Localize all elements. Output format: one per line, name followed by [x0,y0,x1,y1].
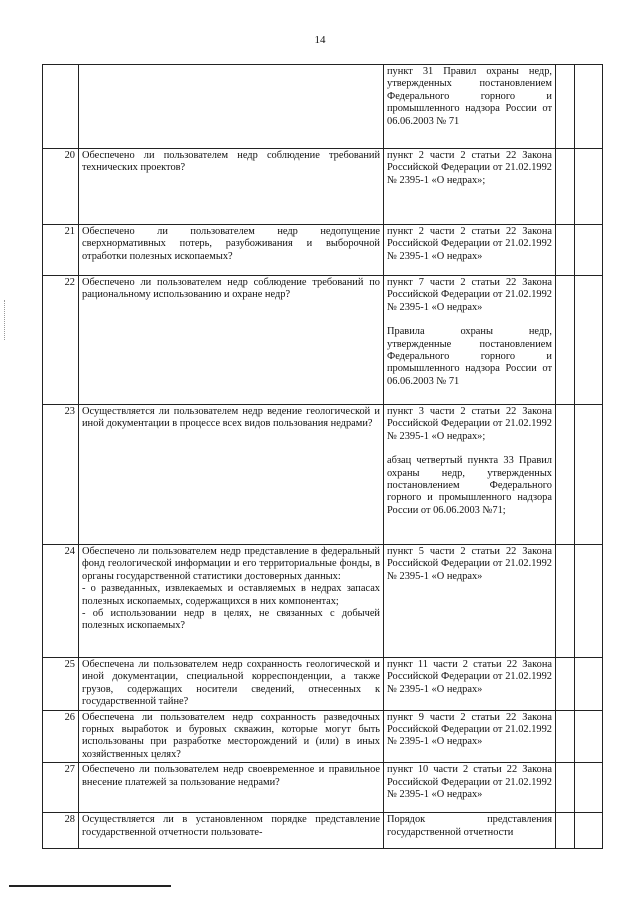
answer-cell-yes [556,813,575,849]
question-cell: Обеспечено ли пользователем недр представление в федеральный фонд геологической информации и его территориальные фонды, в органы государственной статистики достоверных данных: - о разведанных, извлекаемых и оставляемых в недрах запасах полезных ископаемых, содержащихся в них компонентах; - об использовании недр в целях, не связанных с добычей полезных ископаемых? [79,545,384,658]
legal-reference-cell [384,658,556,711]
answer-cell-no [575,225,603,276]
legal-reference-cell [384,225,556,276]
question-cell: Осуществляется ли пользователем недр ведение геологической и иной документации в процессе всех видов пользования недрами? [79,405,384,545]
answer-cell-no [575,65,603,149]
legal-reference: абзац четвертый пункта 33 Правил охраны недр, утвержденных постановлением Федерального горного и промышленного надзора России от 06.06.2003 №71; [387,455,552,516]
question-cell: Обеспечено ли пользователем недр соблюдение требований по рациональному использованию и охране недр? [79,276,384,405]
answer-cell-yes [556,710,575,763]
legal-reference-cell [384,710,556,763]
answer-cell-no [575,149,603,225]
scan-margin-mark [4,300,5,340]
answer-cell-no [575,710,603,763]
table-row [43,658,603,711]
legal-reference: пункт 5 части 2 статьи 22 Закона Российской Федерации от 21.02.1992 № 2395-1 «О недрах» [387,546,552,582]
legal-reference: пункт 3 части 2 статьи 22 Закона Российской Федерации от 21.02.1992 № 2395-1 «О недрах»; [387,406,552,442]
row-number [43,65,79,149]
answer-cell-yes [556,149,575,225]
table-row [43,225,603,276]
question-cell: Обеспечено ли пользователем недр недопущение сверхнормативных потерь, разубоживания и выборочной отработки полезных ископаемых? [79,225,384,276]
legal-reference: пункт 2 части 2 статьи 22 Закона Российской Федерации от 21.02.1992 № 2395-1 «О недрах» [387,226,552,262]
answer-cell-no [575,658,603,711]
answer-cell-no [575,813,603,849]
legal-reference: Правила охраны недр, утвержденные постановлением Федерального горного и промышленного надзора России от 06.06.2003 № 71 [387,326,552,387]
legal-reference-cell [384,813,556,849]
answer-cell-yes [556,276,575,405]
table-row [43,710,603,763]
row-number: 27 [43,763,79,813]
row-number: 21 [43,225,79,276]
row-number: 25 [43,658,79,711]
answer-cell-yes [556,225,575,276]
row-number: 28 [43,813,79,849]
table-row [43,813,603,849]
table-row [43,763,603,813]
table-row [43,545,603,658]
question-cell: Обеспечено ли пользователем недр своевременное и правильное внесение платежей за пользование недрами? [79,763,384,813]
row-number: 23 [43,405,79,545]
answer-cell-yes [556,545,575,658]
table-row [43,405,603,545]
answer-cell-no [575,545,603,658]
legal-reference: пункт 10 части 2 статьи 22 Закона Российской Федерации от 21.02.1992 № 2395-1 «О недрах» [387,764,552,801]
table-body [43,65,603,849]
table-row [43,149,603,225]
table-row [43,276,603,405]
page-number: 14 [314,34,326,46]
answer-cell-yes [556,658,575,711]
row-number: 22 [43,276,79,405]
legal-reference-cell [384,405,556,545]
row-number: 20 [43,149,79,225]
legal-reference: пункт 31 Правил охраны недр, утвержденных постановлением Федерального горного и промышленного надзора России от 06.06.2003 № 71 [387,66,552,127]
row-number: 24 [43,545,79,658]
legal-reference: пункт 2 части 2 статьи 22 Закона Российской Федерации от 21.02.1992 № 2395-1 «О недрах»; [387,150,552,186]
footer-rule [9,885,171,887]
row-number: 26 [43,710,79,763]
legal-reference-cell [384,545,556,658]
legal-reference: Порядок представления государственной отчетности [387,814,552,838]
legal-reference-cell [384,65,556,149]
question-cell [79,65,384,149]
table-row [43,65,603,149]
answer-cell-no [575,405,603,545]
answer-cell-no [575,763,603,813]
inspection-checklist-table [42,64,603,849]
legal-reference: пункт 9 части 2 статьи 22 Закона Российской Федерации от 21.02.1992 № 2395-1 «О недрах» [387,711,552,748]
question-cell: Осуществляется ли в установленном порядке представление государственной отчетности пользовате- [79,813,384,849]
legal-reference: пункт 7 части 2 статьи 22 Закона Российской Федерации от 21.02.1992 № 2395-1 «О недрах» [387,277,552,313]
legal-reference-cell [384,276,556,405]
question-cell: Обеспечена ли пользователем недр сохранность геологической и иной документации, специальной корреспонденции, а также грузов, содержащих носители сведений, отнесенных к государственной тайне? [79,658,384,711]
answer-cell-no [575,276,603,405]
legal-reference-cell [384,763,556,813]
question-cell: Обеспечена ли пользователем недр сохранность разведочных горных выработок и буровых скважин, которые могут быть использованы при разработке месторождений и (или) в иных хозяйственных целях? [79,710,384,763]
legal-reference: пункт 11 части 2 статьи 22 Закона Российской Федерации от 21.02.1992 № 2395-1 «О недрах» [387,659,552,695]
answer-cell-yes [556,65,575,149]
answer-cell-yes [556,763,575,813]
answer-cell-yes [556,405,575,545]
question-cell: Обеспечено ли пользователем недр соблюдение требований технических проектов? [79,149,384,225]
legal-reference-cell [384,149,556,225]
